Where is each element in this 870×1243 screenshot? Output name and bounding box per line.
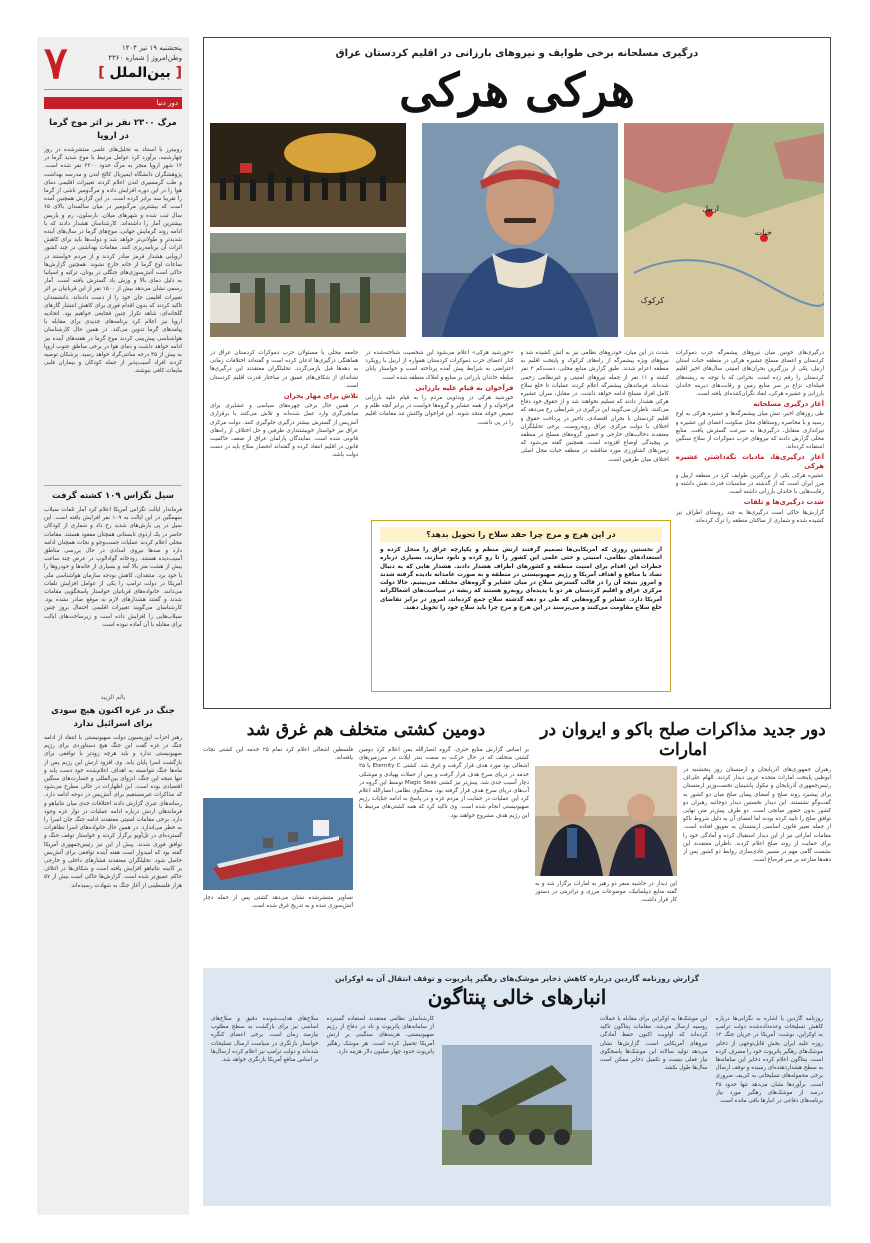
portrait-photo <box>422 123 618 337</box>
story-baku-media <box>535 766 677 956</box>
masthead <box>44 38 182 90</box>
region-map <box>624 123 824 337</box>
issue-line: وطن‌امروز | شماره ۴۳۶۰ <box>108 54 182 62</box>
story-ship-side-bottom: تصاویر منتشرشده نشان می‌دهد کشتی پس از حمله دچار آتش‌سوزی شده و به تدریج غرق شده است. <box>203 895 353 910</box>
feature-col-2: شدت در این میان، خودروهای نظامی نیز به آتش کشیده شد و نیروهای ویژه پیشمرگه از راه‌های کرکوک و پایتخت اقلیم به منطقه اعزام شدند. طبق گزارش منابع محلی، دست‌کم ۳ نفر کشته و ۱۱ نفر از جمله نیروهای امنیتی و غیرنظامی زخمی شده‌اند. فرماندهان پیشمرگه اعلام کردند عملیات تا خلع سلاح کامل افراد مسلح ادامه خواهد داشت. در مقابل، سران عشیره هرکی هشدار دادند که تسلیم نخواهند شد و از حقوق خود دفاع می‌کنند. ناظران می‌گویند این درگیری در شرایطی رخ می‌دهد که اقلیم کردستان با بحران اقتصادی، تاخیر در پرداخت حقوق و اختلاف با دولت مرکزی عراق روبه‌روست. برخی تحلیلگران معتقدند دخالت‌های خارجی و حضور گروه‌های مسلح در منطقه بر پیچیدگی اوضاع افزوده است. همچنین گفته می‌شود که زمین‌های کشاورزی مورد مناقشه در منطقه خبات محل اصلی اختلاف میان طرفین است. <box>520 350 669 463</box>
leaders-graphic <box>535 766 677 876</box>
story-ship-body: بر اساس گزارش منابع خبری، گروه انصارالله یمن اعلام کرد دومین کشتی متخلف که در حال حرکت به سمت بندر ایلات در سرزمین‌های اشغالی بود مورد هدف قرار گرفت و غرق شد. کشتی Eternity C با ۲۵ خدمه در دریای سرخ هدف قرار گرفت و پس از حملات پهپادی و موشکی دچار آسیب جدی شد. پیش‌تر نیز کشتی Magic Seas توسط این گروه در آب‌های دریای سرخ هدف قرار گرفته بود. سخنگوی نظامی انصارالله اعلام کرد این عملیات در حمایت از مردم غزه و در پاسخ به ادامه جنایات رژیم صهیونیستی انجام شده است. وی تاکید کرد که همه کشتی‌های مرتبط با این رژیم هدف مشروع خواهند بود. <box>359 747 529 819</box>
photo-strip <box>210 123 824 341</box>
story-baku-headline: دور جدید مذاکرات صلح باکو و ایروان در امارات <box>540 720 826 760</box>
story-baku-body: رهبران جمهوری‌های آذربایجان و ارمنستان روز پنجشنبه در ابوظبی پایتخت امارات متحده عربی دیدار کردند. الهام علی‌اف رئیس‌جمهوری آذربایجان و نیکول پاشینیان نخست‌وزیر ارمنستان برای پیشبرد روند صلح و امضای پیمان صلح میان دو کشور به گفت‌وگو نشستند. این دیدار نخستین دیدار دوجانبه رهبران دو کشور بدون حضور میانجی است. دو طرف پیش‌تر متن نهایی توافق صلح را تایید کرده بودند اما امضای آن به دلیل شروط باکو از جمله تغییر قانون اساسی ارمنستان به تعویق افتاده است. مقامات اماراتی نیز از این دیدار استقبال کرده و آمادگی خود را برای حمایت از روند صلح اعلام کردند. ناظران معتقدند این نشست گامی مهم در مسیر عادی‌سازی روابط دو کشور پس از دهه‌ها منازعه بر سر قره‌باغ است. <box>683 767 831 864</box>
portrait-graphic <box>422 123 618 337</box>
map-label: کرکوک <box>640 296 664 305</box>
sidebar-story1-body: روبیترز با استناد به تحلیل‌های علمی منتشرشده در روز چهارشنبه، برآورد کرد عوامل مرتبط با موج شدید گرما در ۱۲ شهر اروپا منجر به مرگ حدود ۲۳۰۰ نفر شده است. پژوهشگران دانشگاه ایمپریال کالج لندن و مدرسه بهداشت و طب گرمسیری لندن اعلام کردند تغییرات اقلیمی دمای هوا را در این دوره افزایش داده و مرگ‌ومیر ناشی از گرما را تقریبا سه برابر کرده است. در این گزارش همچنین آمده است که بیشترین مرگ‌ومیر در میان سالمندان بالای ۶۵ سال ثبت شده و شهرهای میلان، بارسلون، رم و پاریس بیشترین آمار را داشته‌اند. کارشناسان هشدار دادند که با ادامه روند گرمایش جهانی، موج‌های گرما در سال‌های آینده شدیدتر و طولانی‌تر خواهد شد و دولت‌ها باید برای کاهش اثرات آن برنامه‌ریزی کنند. مقامات بهداشتی در چند کشور اروپایی هشدار قرمز صادر کردند و از مردم خواستند در ساعات اوج گرما از خانه خارج نشوند. همچنین گزارش‌ها حاکی است آتش‌سوزی‌های جنگلی در یونان، ترکیه و اسپانیا به دلیل دمای بالا و وزش باد گسترش یافته است. آمار رسمی نشان می‌دهد بیش از ۱۵۰۰ نفر از این قربانیان بر اثر تغییرات اقلیمی جان خود را از دست داده‌اند. دانشمندان تاکید کردند که بدون اقدام فوری برای کاهش انتشار گازهای گلخانه‌ای، شاهد تکرار چنین فجایعی خواهیم بود. اتحادیه اروپا نیز اعلام کرد برنامه‌های جدیدی برای مقابله با پیامدهای گرما تدوین می‌کند. در همین حال کارشناسان هواشناسی پیش‌بینی کردند موج گرما در هفته‌های آینده نیز ادامه خواهد داشت و دمای هوا در برخی مناطق جنوب اروپا به بیش از ۴۵ درجه سانتی‌گراد خواهد رسید. پزشکان توصیه کردند افراد آسیب‌پذیر از جمله کودکان و بیماران قلبی مایعات کافی بنوشند. <box>44 147 182 375</box>
feature-col-4: جامعه محلی با مسئولان حزب دموکرات کردستان عراق در هماهنگی درگیری‌ها اذعان کرده است و گفته‌اند اختلافات زمانی به دهه‌ها قبل بازمی‌گردد. تحلیلگران معتقدند این درگیری‌ها نشانه‌ای از شکاف‌های عمیق در ساختار قدرت اقلیم کردستان است. تلاش برای مهار بحران در همین حال برخی چهره‌های سیاسی و عشایری برای میانجی‌گری وارد عمل شده‌اند و تلاش می‌کنند با برقراری آتش‌بس از گسترش بیشتر درگیری جلوگیری کنند. دولت مرکزی عراق نیز خواستار خویشتنداری طرفین و حل اختلاف از راه‌های قانونی شده است. نمایندگان پارلمان عراق از ضعف حاکمیت قانون در اقلیم انتقاد کرده و گفته‌اند انحصار سلاح باید در دست دولت باشد. <box>210 350 359 459</box>
sidebar-story1-title: مرگ ۲۳۰۰ نفر بر اثر موج گرما در اروپا <box>49 118 177 141</box>
story-pentagon <box>203 968 831 1206</box>
sidebar-story2-body: فرماندار ایالت تگزاس آمریکا اعلام کرد آمار تلفات سیلاب سهمگین در این ایالت به ۱۰۹ نفر افزایش یافته است. این سیل در پی بارش‌های شدید رخ داد و شماری از کودکان حاضر در یک اردوی تابستانی همچنان مفقود هستند. مقامات محلی اعلام کردند عملیات جست‌وجو و نجات همچنان ادامه دارد و صدها نیروی امدادی در حال بررسی مناطق آسیب‌دیده هستند. رودخانه گوادالوپ در عرض چند ساعت بیش از هشت متر بالا آمد و بسیاری از خانه‌ها و خودروها را با خود برد. منتقدان، کاهش بودجه سازمان هواشناسی ملی آمریکا در دولت ترامپ را یکی از عوامل افزایش تلفات می‌دانند. خانواده‌های قربانیان خواستار پاسخگویی مقامات شدند و گفتند هشدارهای لازم به موقع صادر نشده بود. کارشناسان می‌گویند تغییرات اقلیمی احتمال بروز چنین سیلاب‌هایی را افزایش داده است و زیرساخت‌های ایالت برای مقابله با آن آماده نبوده است. <box>44 507 182 628</box>
pentagon-col-2: این موشک‌ها به اوکراین برای مقابله با حملات روسیه ارسال می‌شد. مقامات پنتاگون تاکید کرده‌اند که اولویت اکنون حفظ آمادگی نیروهای آمریکایی است. گزارش‌ها نشان می‌دهد تولید سالانه این موشک‌ها پاسخگوی نیاز فعلی نیست و تکمیل ذخایر ممکن است سال‌ها طول بکشد. <box>600 1016 708 1072</box>
story-ship-side-top: فلسطین اشغالی اعلام کرد تمام ۲۵ خدمه این کشتی نجات یافته‌اند. <box>203 747 353 762</box>
feature-kicker: درگیری مسلحانه برخی طوایف و نیروهای بارزانی در اقلیم کردستان عراق <box>335 48 699 59</box>
pentagon-kicker: گزارش روزنامه گاردین درباره کاهش ذخایر موشک‌های رهگیر پاتریوت و توقف انتقال آن به اوکراین <box>335 974 699 983</box>
feature-col-3-text: «خورشید هرکی» اعلام می‌شود این شخصیت شناخته‌شده در کنار اعضای حزب دموکرات کردستان همواره از اربیل با رویکرد اعتراضی به شرایط پیش آمده پرداخته است و خواستار پایان سلطه خاندان بارزانی بر منابع و املاک منطقه شده است. <box>365 350 514 381</box>
pentagon-col-3: کارشناسان نظامی معتقدند استفاده گسترده از سامانه‌های پاتریوت و تاد در دفاع از رژیم صهیونیستی، هزینه‌های سنگینی بر ارتش آمریکا تحمیل کرده است. هر موشک رهگیر پاتریوت حدود چهار میلیون دلار هزینه دارد. <box>326 1016 434 1055</box>
bracket-left: [ <box>175 65 182 81</box>
crowd-photo <box>210 123 406 227</box>
story-ship-headline: دومین کشتی متخلف هم غرق شد <box>246 720 486 740</box>
map-label: اربیل <box>702 204 719 213</box>
feature-col-2-text: شدت در این میان، خودروهای نظامی نیز به آتش کشیده شد و نیروهای ویژه پیشمرگه از راه‌های کرکوک و پایتخت اقلیم به منطقه اعزام شدند. طبق گزارش منابع محلی، دست‌کم ۳ نفر کشته و ۱۱ نفر از جمله نیروهای امنیتی و غیرنظامی زخمی شده‌اند. <box>520 350 669 389</box>
feature-col-1-text: درگیری‌های خونین میان نیروهای پیشمرگه حزب دموکرات کردستان و اعضای مسلح عشیره هرکی در منطقه خبات استان اربیل، یکی از بزرگترین بحران‌های امنیتی سال‌های اخیر اقلیم کردستان را رقم زده است. بحرانی که با توجه به ریشه‌های قبیله‌ای، نزاع بر سر منابع زمین و رقابت‌های دیرینه خاندان بارزانی و عشیره هرکی، ابعاد نگران‌کننده‌ای یافته است. <box>675 350 824 398</box>
map-label: خبات <box>754 228 772 237</box>
section-title <box>98 65 182 81</box>
pentagon-columns <box>211 1015 823 1195</box>
story-ship-media <box>203 746 353 946</box>
page-number: ۷ <box>44 38 68 89</box>
sidebar-story2-text: فرماندار ایالت تگزاس آمریکا اعلام کرد آمار تلفات سیلاب سهمگین در این ایالت به ۱۰۹ نفر افزایش یافته است. این سیل در پی بارش‌های شدید رخ داد و شماری از کودکان حاضر در یک اردوی تابستانی همچنان مفقود هستند. <box>44 507 182 538</box>
sidebar-story3-text: رهبر احزاب اپوزیسیون دولت صهیونیستی با انتقاد از ادامه جنگ در غزه گفت این جنگ هیچ دستاوردی برای رژیم صهیونیستی ندارد و باید هرچه زودتر با توافقی برای بازگشت اسرا پایان یابد. <box>44 735 182 766</box>
feature-col-3: «خورشید هرکی» اعلام می‌شود این شخصیت شناخته‌شده در کنار اعضای حزب دموکرات کردستان همواره از اربیل با رویکرد اعتراضی به شرایط پیش آمده پرداخته است و خواستار پایان سلطه خاندان بارزانی بر منابع و املاک منطقه شده است. فرآخوان به قیام علیه بارزانی خورشید هرکی در ویدئویی مردم را به قیام علیه بارزانی فراخواند و از همه عشایر و گروه‌ها خواست در برابر آنچه ظلم و تبعیض خواند متحد شوند. این فراخوان واکنش تند مقامات اقلیم را در پی داشت. <box>365 350 514 426</box>
feature-story <box>203 37 831 709</box>
story-baku-text: رهبران جمهوری‌های آذربایجان و ارمنستان روز پنجشنبه در ابوظبی پایتخت امارات متحده عربی دیدار کردند. الهام علی‌اف رئیس‌جمهوری آذربایجان و نیکول پاشینیان نخست‌وزیر ارمنستان برای پیشبرد روند صلح و امضای پیمان صلح میان دو کشور به گفت‌وگو نشستند. این دیدار نخستین دیدار دوجانبه رهبران دو کشور بدون حضور میانجی است. <box>683 767 831 815</box>
subhead-tribes: آغاز درگیری‌ها، مادیات نگه‌داشتن عشیره هرکی <box>675 453 824 470</box>
story-baku-side: این دیدار در حاشیه سفر دو رهبر به امارات برگزار شد و به گفته منابع دیپلماتیک، موضوعات مرزی و ترانزیتی در دستور کار قرار داشت. <box>535 881 677 904</box>
sidebar-story2-title: سیل تگزاس ۱۰۹ کشته گرفت <box>44 485 182 503</box>
story-ship-text: بر اساس گزارش منابع خبری، گروه انصارالله یمن اعلام کرد دومین کشتی متخلف که در حال حرکت به سمت بندر ایلات در سرزمین‌های اشغالی بود مورد هدف قرار گرفت و غرق شد. کشتی Eternity C با ۲۵ خدمه در دریای سرخ هدف قرار گرفت و پس از حملات پهپادی و موشکی دچار آسیب جدی شد. پیش‌تر نیز کشتی Magic Seas توسط این گروه در آب‌های دریای سرخ هدف قرار گرفته بود. <box>359 747 529 795</box>
pentagon-col-4: سلاح‌های هدایت‌شونده دقیق و سلاح‌های اساسی نیز برای بازگشت به سطح مطلوب نیازمند زمان است. برخی اعضای کنگره خواستار بازنگری در سیاست ارسال تسلیحات شده‌اند و دولت ترامپ نیز اعلام کرده ارسال‌ها بر اساس منافع آمریکا بازنگری خواهد شد. <box>211 1016 319 1064</box>
pentagon-col-1 <box>716 1015 824 1195</box>
masthead-meta <box>98 43 182 81</box>
soldiers-photo <box>210 233 406 337</box>
subhead-war: تلاش برای مهار بحران <box>283 392 359 401</box>
date-line: پنجشنبه ۱۹ تیر ۱۴۰۴ <box>122 44 182 52</box>
subhead-pkk: فرآخوان به قیام علیه بارزانی <box>415 383 514 392</box>
subhead-ownership: آغاز درگیری مسلحانه <box>753 400 824 409</box>
patriot-photo <box>442 1045 592 1165</box>
section-tag: دور دنیا <box>44 97 182 109</box>
highlight-box <box>371 520 671 692</box>
patriot-graphic <box>442 1045 592 1165</box>
section-name: بین‌الملل <box>109 65 171 81</box>
story-baku-yerevan <box>535 720 831 960</box>
feature-col-1: درگیری‌های خونین میان نیروهای پیشمرگه حزب دموکرات کردستان و اعضای مسلح عشیره هرکی در منطقه خبات استان اربیل، یکی از بزرگترین بحران‌های امنیتی سال‌های اخیر اقلیم کردستان را رقم زده است. بحرانی که با توجه به ریشه‌های قبیله‌ای، نزاع بر سر منابع زمین و رقابت‌های دیرینه خاندان بارزانی و عشیره هرکی، ابعاد نگران‌کننده‌ای یافته است. آغاز درگیری مسلحانه طی روزهای اخیر، تنش میان پیشمرگه‌ها و عشیره هرکی به اوج رسید و با محاصره روستاهای محل سکونت اعضای این عشیره و تیراندازی متقابل، درگیری‌ها به سرعت گسترش یافت. منابع محلی گزارش دادند که نیروهای حزب دموکرات از سلاح سنگین استفاده کرده‌اند. آغاز درگیری‌ها، مادیات نگه‌داشتن عشیره هرکی عشیره هرکی یکی از بزرگترین طوایف کرد در منطقه اربیل و مرز ایران است که از گذشته در مناسبات قدرت نقش داشته و رقابت‌هایی با خاندان بارزانی داشته است. شدت درگیری‌ها و تلفات گزارش‌ها حاکی است درگیری‌ها به چند روستای اطراف نیز کشیده شده و شماری از ساکنان منطقه را ترک کرده‌اند. <box>675 350 824 524</box>
crowd-graphic <box>210 123 406 227</box>
highlight-body: از نخستین روزی که آمریکایی‌ها تصمیم گرفتند ارتش منظم و یکپارچه عراق را منحل کرده و استعدادهای نظامی، امنیتی و حتی علمی این کشور را تا رو کرده و نابود سازند، بسیاری درباره خطرات این اقدام برای امنیت منطقه و کشورهای اطراف هشدار دادند. هشدار هایی که به دنبال تضاد با منافع و اهداف آمریکا و رژیم صهیونیستی در منطقه و به صورت عامدانه نادیده گرفته شدند و امروز نتیجه آن را در قالب گسترش سلاح در میان عشایر و گروه‌های مختلف می‌بینیم. حالا دولت مرکزی عراق و اقلیم کردستان هر دو با پدیده‌ای روبه‌رو هستند که ریشه در سیاست‌های اشغالگرانه آمریکا دارد. عشایر و گروه‌هایی که طی دو دهه گذشته سلاح جمع کرده‌اند، امروز در برابر تقاضای خلع سلاح مقاومت می‌کنند و می‌پرسند در این هرج و مرج چرا باید سلاح خود را تحویل دهند. <box>380 547 662 612</box>
subhead-region: شدت درگیری‌ها و تلفات <box>743 498 824 507</box>
pentagon-text: روزنامه گاردین با اشاره به نگرانی‌ها درباره کاهش تسلیحات وعده‌داده‌شده دولت ترامپ به اوکراین، نوشت: آمریکا در جریان جنگ ۱۲ روزه علیه ایران بخش قابل‌توجهی از ذخایر موشک‌های رهگیر پاتریوت خود را مصرف کرده است. پنتاگون اعلام کرده ذخایر این سامانه‌ها به سطح هشداردهنده‌ای رسیده و توقف ارسال برخی محموله‌های تسلیحاتی به کی‌یف ضروری است. برآوردها نشان می‌دهد تنها حدود ۲۵ درصد از موشک‌های رهگیر مورد نیاز برنامه‌های دفاعی در انبارها باقی مانده است. <box>715 1016 823 1105</box>
story-ship <box>203 720 529 960</box>
feature-col-4-text: جامعه محلی با مسئولان حزب دموکرات کردستان عراق در هماهنگی درگیری‌ها اذعان کرده است و گفته‌اند اختلافات زمانی به دهه‌ها قبل بازمی‌گردد. تحلیلگران معتقدند این درگیری‌ها نشانه‌ای از شکاف‌های عمیق در ساختار قدرت اقلیم کردستان است. <box>210 350 359 389</box>
map-graphic <box>624 123 824 337</box>
feature-headline: هرکی هرکی <box>399 63 635 117</box>
highlight-text: از نخستین روزی که آمریکایی‌ها تصمیم گرفتند ارتش منظم و یکپارچه عراق را منحل کرده و استعدادهای نظامی، امنیتی و حتی علمی این کشور را تا رو کرده و نابود سازند، بسیاری درباره خطرات این اقدام برای امنیت منطقه و کشورهای اطراف هشدار دادند. هشدار هایی که به دنبال تضاد با منافع و اهداف آمریکا و رژیم صهیونیستی در منطقه و به صورت عامدانه نادیده گرفته شدند و امروز نتیجه آن را در قالب گسترش سلاح در میان عشایر و گروه‌های مختلف می‌بینیم. <box>380 547 662 587</box>
sidebar <box>37 37 189 1215</box>
soldiers-graphic <box>210 233 406 337</box>
ship-graphic <box>203 798 353 890</box>
bracket-right: ] <box>98 65 105 81</box>
sidebar-story1-text: روبیترز با استناد به تحلیل‌های علمی منتشرشده در روز چهارشنبه، برآورد کرد عوامل مرتبط با موج شدید گرما در ۱۲ شهر اروپا منجر به مرگ حدود ۲۳۰۰ نفر شده است. پژوهشگران دانشگاه ایمپریال کالج لندن و مدرسه بهداشت و طب گرمسیری لندن اعلام کردند تغییرات اقلیمی دمای هوا را در این دوره افزایش داده و مرگ‌ومیر ناشی از گرما را تقریبا سه برابر کرده است. <box>44 147 182 203</box>
sidebar-story3-label: بالم الزبید <box>100 694 126 701</box>
highlight-title: در این هرج و مرج چرا حقد سلاح را تحویل بدهد؟ <box>380 527 662 542</box>
sidebar-story3-body: رهبر احزاب اپوزیسیون دولت صهیونیستی با انتقاد از ادامه جنگ در غزه گفت این جنگ هیچ دستاوردی برای رژیم صهیونیستی ندارد و باید هرچه زودتر با توافقی برای بازگشت اسرا پایان یابد. وی افزود ارتش این رژیم پس از ماه‌ها جنگ نتوانسته به اهداف اعلام‌شده خود دست یابد و تنها نتیجه این جنگ، انزوای بین‌المللی و خسارت‌های سنگین اقتصادی بوده است. این اظهارات در حالی مطرح می‌شود که مذاکرات غیرمستقیم برای آتش‌بس در دوحه ادامه دارد. رسانه‌های عبری گزارش دادند اختلافات جدی میان نتانیاهو و فرماندهان ارتش درباره ادامه عملیات در نوار غزه وجود دارد. برخی مقامات امنیتی معتقدند ادامه جنگ جان اسرا را به خطر می‌اندازد. در همین حال خانواده‌های اسرا تظاهرات گسترده‌ای در تل‌آویو برگزار کردند و خواستار توقف جنگ و توافق فوری شدند. پیش از این نیز رئیس‌جمهوری آمریکا گفته بود که امیدوار است هفته آینده توافقی برای آتش‌بس حاصل شود. تحلیلگران معتقدند فشارهای داخلی و خارجی بر کابینه نتانیاهو افزایش یافته است و شکاف‌ها در ائتلاف حاکم عمیق‌تر شده است. گزارش‌ها حاکی است بیش از ۵۷ هزار فلسطینی از آغاز جنگ به شهادت رسیده‌اند. <box>44 735 182 889</box>
sidebar-story3-title: جنگ در غزه اکنون هیچ سودی برای اسرائیل ندارد <box>51 706 175 729</box>
pentagon-headline: انبارهای خالی پنتاگون <box>427 985 607 1009</box>
leaders-photo <box>535 766 677 876</box>
ship-photo <box>203 798 353 890</box>
